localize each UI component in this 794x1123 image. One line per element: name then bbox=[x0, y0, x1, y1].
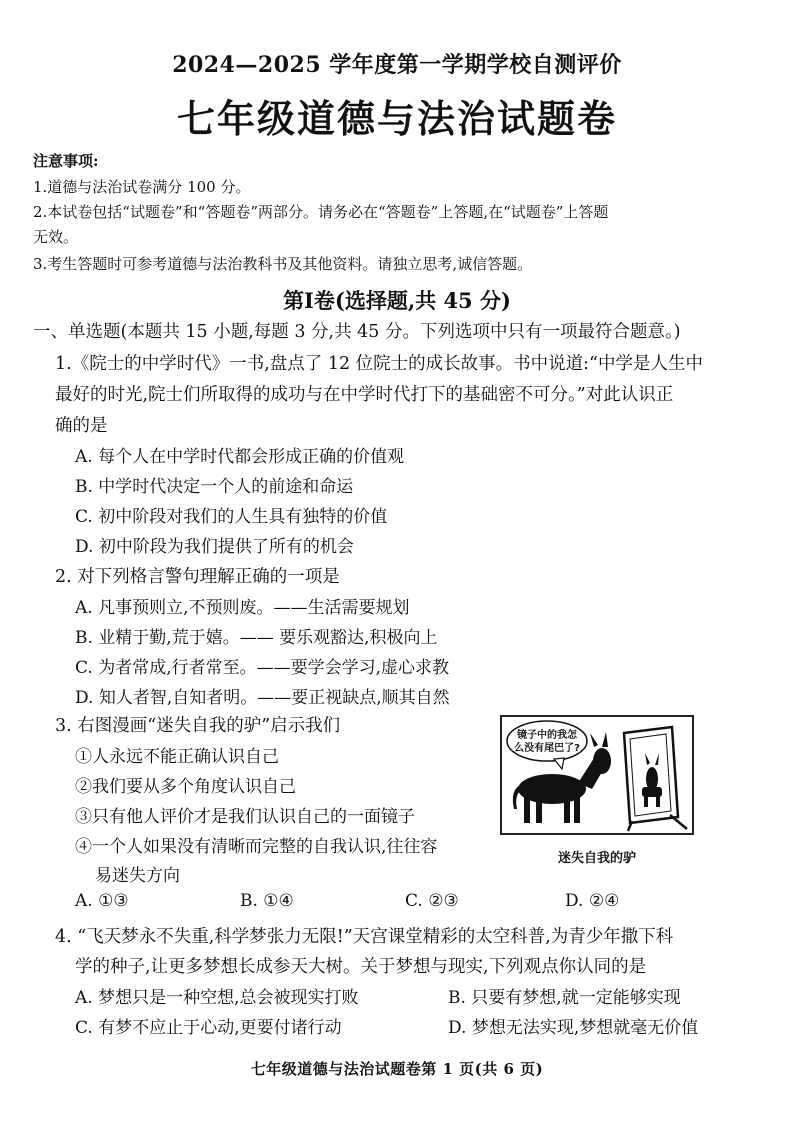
note-item-3: 3.考生答题时可参考道德与法治教科书及其他资料。请独立思考,诚信答题。 bbox=[33, 255, 533, 273]
q1-stem-line-3: 确的是 bbox=[55, 416, 108, 436]
cartoon-bubble-line-2: 么没有尾巴了? bbox=[514, 743, 580, 754]
q3-statement-1: ①人永远不能正确认识自己 bbox=[75, 747, 279, 767]
note-item-2: 2.本试卷包括“试题卷”和“答题卷”两部分。请务必在“答题卷”上答题,在“试题卷”上答题 bbox=[33, 203, 609, 221]
mirror bbox=[624, 727, 687, 831]
q3-stem: 3. 右图漫画“迷失自我的驴”启示我们 bbox=[55, 716, 341, 736]
q3-statement-4: ④一个人如果没有清晰而完整的自我认识,往往容 bbox=[75, 837, 438, 857]
q2-option-d: D. 知人者智,自知者明。——要正视缺点,顺其自然 bbox=[75, 688, 450, 708]
q1-option-c: C. 初中阶段对我们的人生具有独特的价值 bbox=[75, 507, 388, 527]
q4-stem-line-1: 4. “飞天梦永不失重,科学梦张力无限!”天宫课堂精彩的太空科普,为青少年撒下科 bbox=[55, 927, 674, 947]
q4-option-d: D. 梦想无法实现,梦想就毫无价值 bbox=[448, 1018, 699, 1038]
donkey-cartoon bbox=[500, 715, 694, 835]
q4-option-b: B. 只要有梦想,就一定能够实现 bbox=[448, 988, 681, 1008]
q3-statement-2: ②我们要从多个角度认识自己 bbox=[75, 777, 296, 797]
q3-option-d: D. ②④ bbox=[565, 891, 620, 911]
note-item-1: 1.道德与法治试卷满分 100 分。 bbox=[33, 178, 251, 196]
q1-option-a: A. 每个人在中学时代都会形成正确的价值观 bbox=[75, 447, 405, 467]
note-item-2-continued: 无效。 bbox=[33, 228, 79, 246]
q4-stem-line-2: 学的种子,让更多梦想长成参天大树。关于梦想与现实,下列观点你认同的是 bbox=[75, 957, 647, 977]
q3-option-a: A. ①③ bbox=[75, 891, 129, 911]
q3-option-b: B. ①④ bbox=[240, 891, 294, 911]
q2-option-a: A. 凡事预则立,不预则废。——生活需要规划 bbox=[75, 598, 410, 618]
exam-subtitle: 2024—2025 学年度第一学期学校自测评价 bbox=[172, 52, 622, 78]
cartoon-bubble-line-1: 镜子中的我怎 bbox=[517, 730, 577, 741]
page-footer: 七年级道德与法治试题卷第 1 页(共 6 页) bbox=[250, 1060, 544, 1078]
notes-heading: 注意事项: bbox=[33, 152, 99, 170]
q4-option-a: A. 梦想只是一种空想,总会被现实打败 bbox=[75, 988, 359, 1008]
section-instruction: 一、单选题(本题共 15 小题,每题 3 分,共 45 分。下列选项中只有一项最符合题意。) bbox=[33, 322, 681, 342]
q1-option-d: D. 初中阶段为我们提供了所有的机会 bbox=[75, 537, 354, 557]
q3-statement-3: ③只有他人评价才是我们认识自己的一面镜子 bbox=[75, 807, 415, 827]
exam-title: 七年级道德与法治试题卷 bbox=[176, 96, 617, 141]
cartoon-caption: 迷失自我的驴 bbox=[557, 851, 636, 866]
q4-option-c: C. 有梦不应止于心动,更要付诸行动 bbox=[75, 1018, 342, 1038]
q3-statement-4-continued: 易迷失方向 bbox=[95, 866, 180, 886]
q1-stem-line-2: 最好的时光,院士们所取得的成功与在中学时代打下的基础密不可分。”对此认识正 bbox=[55, 385, 674, 405]
q2-option-c: C. 为者常成,行者常至。——要学会学习,虚心求教 bbox=[75, 658, 450, 678]
q2-option-b: B. 业精于勤,荒于嬉。—— 要乐观豁达,积极向上 bbox=[75, 628, 438, 648]
q3-option-c: C. ②③ bbox=[405, 891, 459, 911]
q2-stem: 2. 对下列格言警句理解正确的一项是 bbox=[55, 567, 340, 587]
q1-option-b: B. 中学时代决定一个人的前途和命运 bbox=[75, 477, 354, 497]
donkey-mirror-illustration bbox=[502, 717, 692, 833]
q1-stem-line-1: 1.《院士的中学时代》一书,盘点了 12 位院士的成长故事。书中说道:“中学是人生中 bbox=[55, 354, 703, 374]
section-title: 第Ⅰ卷(选择题,共 45 分) bbox=[283, 288, 511, 313]
